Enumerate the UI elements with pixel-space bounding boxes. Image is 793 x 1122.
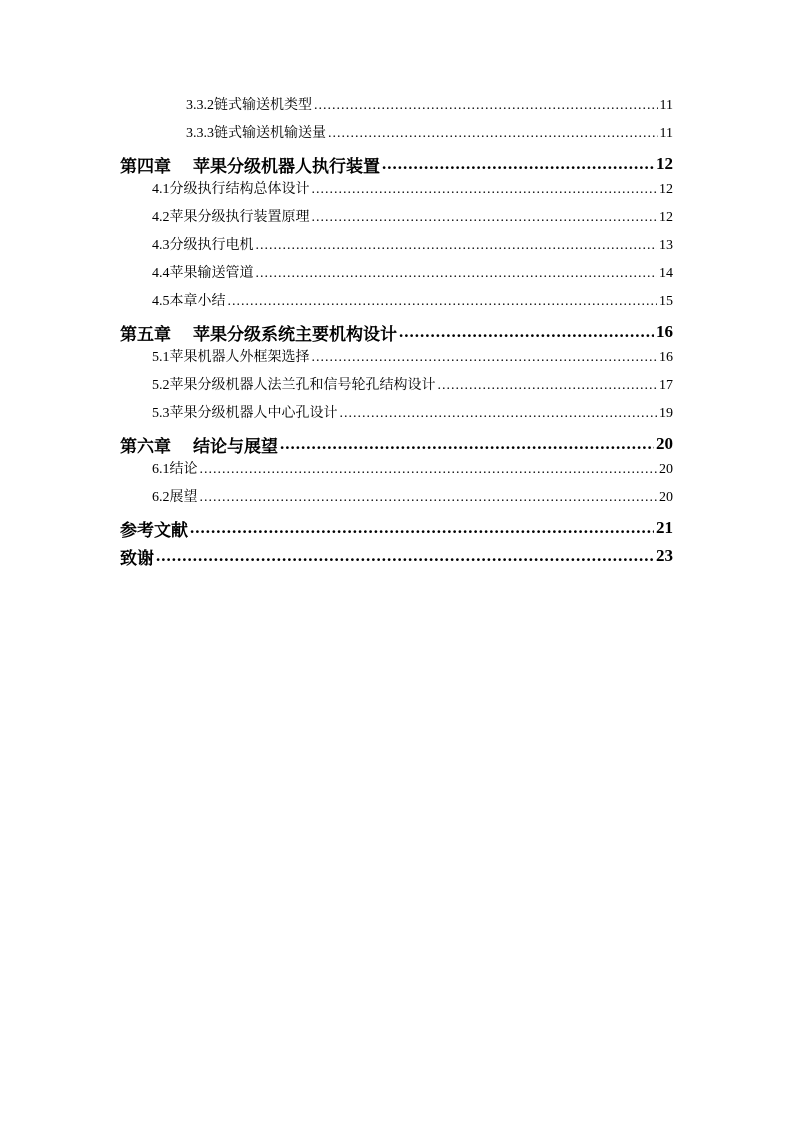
toc-entry-number: 5.1 xyxy=(152,350,170,365)
toc-entry[interactable] xyxy=(120,458,673,486)
toc-entry-page: 19 xyxy=(659,406,673,421)
toc-references-title: 参考文献 xyxy=(120,520,188,540)
toc-entry[interactable] xyxy=(120,402,673,430)
toc-entry-number: 4.3 xyxy=(152,238,170,253)
toc-entry-number: 6.2 xyxy=(152,490,170,505)
toc-leader-dots xyxy=(256,266,658,282)
toc-entry-title: 链式输送机输送量 xyxy=(214,126,326,141)
toc-leader-dots xyxy=(438,378,658,394)
toc-entry-page: 12 xyxy=(659,210,673,225)
table-of-contents xyxy=(120,94,673,570)
toc-leader-dots xyxy=(200,462,658,478)
toc-entry-page: 11 xyxy=(659,98,673,113)
toc-entry-number: 5.2 xyxy=(152,378,170,393)
toc-entry[interactable] xyxy=(120,374,673,402)
toc-chapter-entry[interactable] xyxy=(120,430,673,458)
toc-entry-page: 20 xyxy=(659,490,673,505)
toc-leader-dots xyxy=(399,322,654,342)
toc-entry[interactable] xyxy=(120,262,673,290)
toc-acknowledgements-entry[interactable] xyxy=(120,542,673,570)
toc-entry-number: 6.1 xyxy=(152,462,170,477)
toc-chapter-number: 第五章 xyxy=(120,324,171,344)
toc-entry[interactable] xyxy=(120,178,673,206)
toc-entry-page: 17 xyxy=(659,378,673,393)
toc-entry[interactable] xyxy=(120,206,673,234)
toc-entry-page: 13 xyxy=(659,238,673,253)
toc-entry-page: 14 xyxy=(659,266,673,281)
toc-entry-title: 本章小结 xyxy=(169,294,226,309)
toc-entry-title: 苹果分级执行装置原理 xyxy=(169,210,310,225)
toc-leader-dots xyxy=(190,518,654,538)
toc-leader-dots xyxy=(382,154,654,174)
toc-leader-dots xyxy=(312,182,658,198)
toc-entry-title: 展望 xyxy=(169,490,198,505)
toc-leader-dots xyxy=(280,434,654,454)
toc-entry[interactable] xyxy=(120,122,673,150)
toc-entry-number: 3.3.2 xyxy=(186,98,214,113)
toc-chapter-page: 20 xyxy=(656,434,673,453)
toc-leader-dots xyxy=(156,546,654,566)
toc-entry[interactable] xyxy=(120,94,673,122)
toc-leader-dots xyxy=(200,490,658,506)
toc-chapter-number: 第四章 xyxy=(120,156,171,176)
toc-chapter-number: 第六章 xyxy=(120,436,171,456)
toc-chapter-title: 苹果分级机器人执行装置 xyxy=(193,156,380,176)
toc-entry-number: 4.4 xyxy=(152,266,170,281)
toc-entry-number: 3.3.3 xyxy=(186,126,214,141)
toc-chapter-page: 16 xyxy=(656,322,673,341)
toc-acknowledgements-page: 23 xyxy=(656,546,673,565)
toc-entry-title: 分级执行电机 xyxy=(169,238,254,253)
toc-entry-title: 苹果输送管道 xyxy=(169,266,254,281)
toc-entry[interactable] xyxy=(120,346,673,374)
toc-leader-dots xyxy=(312,210,658,226)
toc-entry-page: 11 xyxy=(659,126,673,141)
toc-chapter-entry[interactable] xyxy=(120,150,673,178)
toc-chapter-title: 苹果分级系统主要机构设计 xyxy=(193,324,397,344)
toc-leader-dots xyxy=(328,126,658,142)
toc-entry-page: 16 xyxy=(659,350,673,365)
toc-entry-title: 苹果分级机器人法兰孔和信号轮孔结构设计 xyxy=(169,378,436,393)
toc-entry-page: 15 xyxy=(659,294,673,309)
toc-chapter-title: 结论与展望 xyxy=(193,436,278,456)
toc-leader-dots xyxy=(228,294,658,310)
toc-entry-number: 4.5 xyxy=(152,294,170,309)
toc-entry[interactable] xyxy=(120,290,673,318)
toc-leader-dots xyxy=(256,238,658,254)
toc-chapter-page: 12 xyxy=(656,154,673,173)
toc-acknowledgements-title: 致谢 xyxy=(120,548,154,568)
toc-leader-dots xyxy=(312,350,658,366)
toc-references-entry[interactable] xyxy=(120,514,673,542)
toc-entry-title: 链式输送机类型 xyxy=(214,98,312,113)
toc-references-page: 21 xyxy=(656,518,673,537)
toc-chapter-entry[interactable] xyxy=(120,318,673,346)
toc-entry-title: 苹果机器人外框架选择 xyxy=(169,350,310,365)
toc-entry-title: 分级执行结构总体设计 xyxy=(169,182,310,197)
toc-leader-dots xyxy=(314,98,658,114)
toc-entry-page: 20 xyxy=(659,462,673,477)
toc-entry-title: 苹果分级机器人中心孔设计 xyxy=(169,406,338,421)
toc-entry-number: 5.3 xyxy=(152,406,170,421)
toc-leader-dots xyxy=(340,406,658,422)
toc-entry-number: 4.1 xyxy=(152,182,170,197)
toc-entry-page: 12 xyxy=(659,182,673,197)
toc-entry[interactable] xyxy=(120,486,673,514)
toc-entry-title: 结论 xyxy=(169,462,198,477)
toc-entry[interactable] xyxy=(120,234,673,262)
toc-entry-number: 4.2 xyxy=(152,210,170,225)
